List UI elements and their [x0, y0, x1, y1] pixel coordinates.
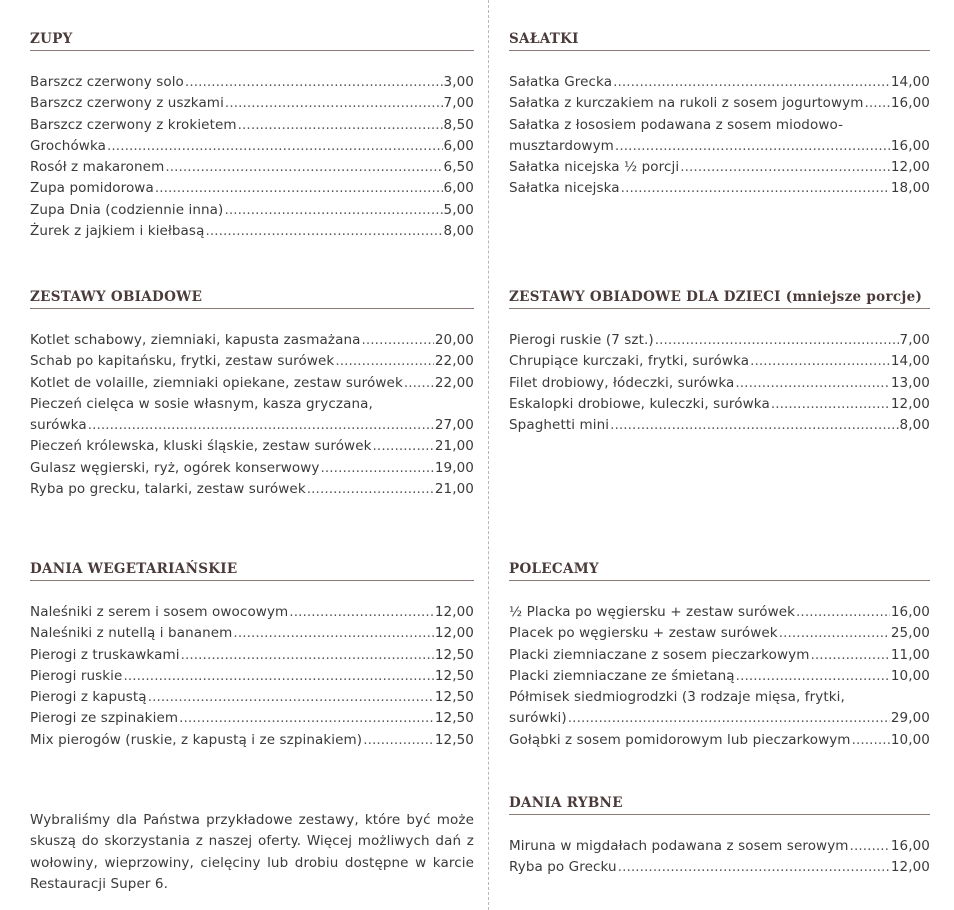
menu-list [30, 72, 474, 242]
section-polecamy [509, 560, 930, 751]
menu-item [30, 221, 474, 242]
menu-item-name-line: Pieczeń cielęca w sosie własnym, kasza gryczana, [30, 395, 373, 412]
menu-item-name: Pierogi z kapustą [30, 689, 147, 706]
menu-item-name: Gulasz węgierski, ryż, ogórek konserwowy [30, 459, 320, 476]
dot-leader [621, 178, 890, 199]
menu-item [30, 93, 474, 114]
dot-leader [165, 157, 442, 178]
menu-item-price: 16,00 [890, 137, 930, 154]
menu-item-name: Barszcz czerwony z krokietem [30, 116, 237, 133]
menu-item-price: 7,00 [899, 332, 930, 348]
dot-leader [155, 178, 443, 199]
menu-list [30, 602, 474, 751]
menu-item-name: Pierogi ruskie (7 szt.) [509, 332, 654, 348]
section-heading: DANIA WEGETARIAŃSKIE [30, 560, 474, 581]
dot-leader [404, 373, 434, 394]
dot-leader [613, 72, 890, 93]
menu-item [30, 479, 474, 500]
menu-item [30, 394, 474, 437]
menu-item-price: 18,00 [890, 180, 930, 197]
menu-item [30, 436, 474, 457]
dot-leader [850, 836, 890, 857]
dot-leader [205, 221, 442, 242]
menu-item [30, 200, 474, 221]
menu-item [30, 602, 474, 623]
menu-item [30, 623, 474, 644]
menu-item-price: 8,00 [443, 223, 474, 240]
dot-leader [148, 687, 434, 708]
menu-item-price: 21,00 [434, 438, 474, 455]
dot-leader [107, 136, 443, 157]
menu-item-name: Miruna w migdałach podawana z sosem serowym [509, 838, 849, 854]
menu-item-price: 19,00 [434, 459, 474, 476]
menu-item-price: 13,00 [890, 374, 930, 391]
menu-item-name: Kotlet de volaille, ziemniaki opiekane, zestaw surówek [30, 374, 403, 391]
dot-leader [123, 666, 433, 687]
menu-item-name: Sałatka Grecka [509, 74, 613, 90]
section-heading: SAŁATKI [509, 30, 930, 51]
menu-item-name: Sałatka z kurczakiem na rukoli z sosem jogurtowym [509, 95, 864, 112]
menu-item-name: Pierogi z truskawkami [30, 646, 180, 663]
dot-leader [289, 602, 434, 623]
menu-item-name: Naleśniki z serem i sosem owocowym [30, 604, 289, 620]
menu-item-name: Grochówka [30, 137, 107, 154]
menu-item-price: 12,00 [890, 159, 930, 176]
dot-leader [88, 415, 434, 436]
menu-item-price: 12,00 [890, 859, 930, 876]
menu-item-name: Pierogi ruskie [30, 667, 123, 684]
menu-item-name: Filet drobiowy, łódeczki, surówka [509, 374, 735, 391]
section-dania-wegetarianskie [30, 560, 474, 751]
menu-item-name: Barszcz czerwony solo [30, 74, 184, 90]
dot-leader [736, 666, 890, 687]
section-heading: ZESTAWY OBIADOWE DLA DZIECI (mniejsze porcje) [509, 288, 930, 309]
menu-item-price: 8,00 [899, 417, 930, 434]
section-zupy [30, 30, 474, 242]
menu-item-name: Gołąbki z sosem pomidorowym lub pieczarkowym [509, 731, 851, 748]
menu-item [30, 730, 474, 751]
menu-item [509, 666, 930, 687]
menu-item-price: 12,50 [434, 689, 474, 706]
menu-item-name: Pieczeń królewska, kluski śląskie, zestaw surówek [30, 438, 372, 455]
dot-leader [238, 115, 443, 136]
menu-item-name: Placek po węgiersku + zestaw surówek [509, 625, 778, 642]
menu-list [509, 72, 930, 200]
dot-leader [680, 157, 890, 178]
menu-item [509, 178, 930, 199]
menu-item-price: 14,00 [890, 353, 930, 370]
dot-leader [179, 708, 434, 729]
menu-item-price: 27,00 [434, 417, 474, 434]
menu-item-name: Placki ziemniaczane ze śmietaną [509, 667, 735, 684]
menu-item [509, 93, 930, 114]
dot-leader [779, 623, 890, 644]
dot-leader [615, 136, 890, 157]
menu-item-price: 12,50 [434, 710, 474, 727]
menu-item-price: 5,00 [443, 201, 474, 218]
menu-item-name: Pierogi ze szpinakiem [30, 710, 179, 727]
menu-item [509, 836, 930, 857]
dot-leader [771, 394, 890, 415]
dot-leader [185, 72, 443, 93]
menu-item-price: 8,50 [443, 116, 474, 133]
menu-item-price: 16,00 [890, 95, 930, 112]
dot-leader [335, 351, 434, 372]
menu-item-price: 12,00 [434, 604, 474, 620]
dot-leader [568, 708, 890, 729]
menu-item [509, 373, 930, 394]
dot-leader [362, 330, 434, 351]
dot-leader [225, 93, 443, 114]
menu-item [30, 157, 474, 178]
menu-list [509, 836, 930, 879]
dot-leader [852, 730, 890, 751]
menu-item [30, 708, 474, 729]
menu-item [509, 730, 930, 751]
menu-item-price: 10,00 [890, 731, 930, 748]
menu-item-price: 6,00 [443, 180, 474, 197]
menu-item [509, 415, 930, 436]
menu-item [30, 136, 474, 157]
menu-item-price: 29,00 [890, 710, 930, 727]
section-heading: ZUPY [30, 30, 474, 51]
dot-leader [307, 479, 434, 500]
dot-leader [224, 200, 442, 221]
menu-item [30, 178, 474, 199]
menu-item [509, 72, 930, 93]
menu-item [509, 645, 930, 666]
menu-list [509, 330, 930, 436]
menu-item [30, 115, 474, 136]
menu-list [30, 330, 474, 500]
dot-leader [750, 351, 890, 372]
menu-item-price: 12,50 [434, 646, 474, 663]
menu-item [509, 351, 930, 372]
menu-item-name: surówka [30, 417, 87, 434]
dot-leader [796, 602, 890, 623]
menu-item [30, 72, 474, 93]
menu-item-name: Sałatka nicejska [509, 180, 620, 197]
menu-item-price: 21,00 [434, 481, 474, 498]
menu-item-price: 7,00 [443, 95, 474, 112]
menu-item-name-line: Półmisek siedmiogrodzki (3 rodzaje mięsa, frytki, [509, 689, 845, 706]
footer-note: Wybraliśmy dla Państwa przykładowe zestawy, które być może skuszą do skorzystania z naszej oferty. Więcej możliwych dań z wołowiny, wieprzowiny, cielęciny lub drobiu dostępne w karcie Restauracji Super 6. [30, 811, 474, 892]
menu-item-name: surówki) [509, 710, 567, 727]
menu-list [509, 602, 930, 751]
dot-leader [373, 436, 434, 457]
dot-leader [181, 645, 434, 666]
menu-item-price: 16,00 [890, 838, 930, 854]
section-heading: DANIA RYBNE [509, 794, 930, 815]
menu-item [509, 623, 930, 644]
dot-leader [363, 730, 434, 751]
menu-item-price: 16,00 [890, 604, 930, 620]
menu-item-price: 20,00 [434, 332, 474, 348]
menu-item [30, 330, 474, 351]
dot-leader [735, 373, 889, 394]
menu-item-name: musztardowym [509, 137, 614, 154]
menu-item-name: Mix pierogów (ruskie, z kapustą i ze szpinakiem) [30, 731, 363, 748]
menu-item-price: 12,50 [434, 731, 474, 748]
menu-item-name: Ryba po Grecku [509, 859, 617, 876]
menu-item [30, 666, 474, 687]
menu-item-name: Chrupiące kurczaki, frytki, surówka [509, 353, 750, 370]
menu-item-price: 25,00 [890, 625, 930, 642]
section-zestawy-obiadowe [30, 288, 474, 500]
menu-item [30, 458, 474, 479]
dot-leader [810, 645, 889, 666]
menu-item-name: Naleśniki z nutellą i bananem [30, 625, 233, 642]
menu-item-name: Ryba po grecku, talarki, zestaw surówek [30, 481, 306, 498]
section-heading: ZESTAWY OBIADOWE [30, 288, 474, 309]
menu-item-price: 6,00 [443, 137, 474, 154]
dot-leader [321, 458, 434, 479]
menu-item-name: Spaghetti mini [509, 417, 610, 434]
menu-item-name: Schab po kapitańsku, frytki, zestaw surówek [30, 353, 335, 370]
menu-item-name: Sałatka nicejska ½ porcji [509, 159, 680, 176]
menu-item-name: Barszcz czerwony z uszkami [30, 95, 224, 112]
menu-item [509, 394, 930, 415]
dot-leader [864, 93, 889, 114]
menu-item-name: ½ Placka po węgiersku + zestaw surówek [509, 604, 796, 620]
menu-item-price: 12,00 [890, 395, 930, 412]
menu-item-price: 14,00 [890, 74, 930, 90]
menu-item [509, 602, 930, 623]
menu-item-price: 22,00 [434, 353, 474, 370]
menu-item-price: 12,00 [434, 625, 474, 642]
dot-leader [655, 330, 899, 351]
menu-item [509, 857, 930, 878]
menu-item [509, 157, 930, 178]
menu-item-price: 6,50 [443, 159, 474, 176]
dot-leader [233, 623, 433, 644]
menu-item-name: Żurek z jajkiem i kiełbasą [30, 223, 205, 240]
menu-item-name: Placki ziemniaczane z sosem pieczarkowym [509, 646, 810, 663]
menu-item [30, 351, 474, 372]
section-dania-rybne [509, 794, 930, 879]
menu-item [30, 645, 474, 666]
section-heading: POLECAMY [509, 560, 930, 581]
menu-item-price: 22,00 [434, 374, 474, 391]
menu-item [509, 687, 930, 730]
menu-item-name: Rosół z makaronem [30, 159, 165, 176]
menu-item [30, 373, 474, 394]
menu-item-name-line: Sałatka z łososiem podawana z sosem miodowo- [509, 116, 844, 133]
menu-item-name: Eskalopki drobiowe, kuleczki, surówka [509, 395, 770, 412]
menu-item-price: 11,00 [890, 646, 930, 663]
menu-item-name: Zupa pomidorowa [30, 180, 154, 197]
dot-leader [610, 415, 898, 436]
menu-item-price: 3,00 [443, 74, 474, 90]
section-salatki [509, 30, 930, 200]
dot-leader [618, 857, 890, 878]
menu-item [30, 687, 474, 708]
section-zestawy-obiadowe-dla-dzieci-mniejsze-porcje [509, 288, 930, 436]
menu-item [509, 115, 930, 158]
menu-item-name: Zupa Dnia (codziennie inna) [30, 201, 224, 218]
menu-item-price: 10,00 [890, 667, 930, 684]
column-divider [488, 0, 489, 910]
menu-item-price: 12,50 [434, 667, 474, 684]
menu-item-name: Kotlet schabowy, ziemniaki, kapusta zasmażana [30, 332, 361, 348]
menu-item [509, 330, 930, 351]
